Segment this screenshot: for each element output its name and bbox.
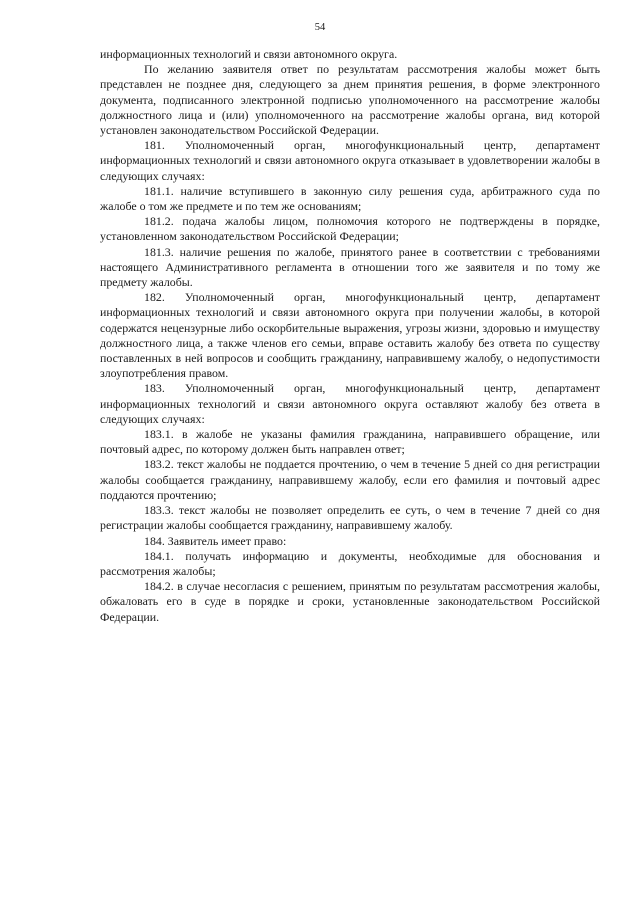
paragraph-continuation: информационных технологий и связи автономного округа.: [100, 47, 398, 61]
paragraph-181-3: 181.3. наличие решения по жалобе, принятого ранее в соответствии с требованиями настоящего Административного регламента в отношении того же заявителя и по тому же предмету жалобы.: [100, 244, 600, 290]
page-number: 54: [314, 22, 326, 33]
paragraph-183: 183. Уполномоченный орган, многофункциональный центр, департамент информационных технологий и связи автономного округа оставляют жалобу без ответа в следующих случаях:: [100, 381, 600, 426]
paragraph-183-1: 183.1. в жалобе не указаны фамилия гражданина, направившего обращение, или почтовый адрес, по которому должен быть направлен ответ;: [100, 427, 600, 457]
paragraph-184-2: 184.2. в случае несогласия с решением, принятым по результатам рассмотрения жалобы, обжаловать его в суде в порядке и сроки, установленные законодательством Российской Федерации.: [100, 579, 600, 624]
paragraph-181-1: 181.1. наличие вступившего в законную силу решения суда, арбитражного суда по жалобе о том же предмете и по тем же основаниям;: [100, 183, 600, 214]
paragraph-184: 184. Заявитель имеет право:: [144, 533, 287, 548]
paragraph-181: 181. Уполномоченный орган, многофункциональный центр, департамент информационных технологий и связи автономного округа отказывает в удовлетворении жалобы в следующих случаях:: [100, 138, 600, 183]
paragraph-184-1: 184.1. получать информацию и документы, необходимые для обоснования и рассмотрения жалобы;: [100, 548, 600, 578]
document-body: [100, 47, 600, 625]
paragraph-181-2: 181.2. подача жалобы лицом, полномочия которого не подтверждены в порядке, установленном законодательством Российской Федерации;: [100, 214, 600, 244]
paragraph-183-3: 183.3. текст жалобы не позволяет определить ее суть, о чем в течение 7 дней со дня регистрации жалобы сообщается гражданину, направившему жалобу.: [100, 503, 600, 533]
paragraph-response-form: По желанию заявителя ответ по результатам рассмотрения жалобы может быть представлен не позднее дня, следующего за днем принятия решения, в форме электронного документа, подписанного электронной подписью уполномоченного на рассмотрение жалобы должностного лица и (или) уполномоченного на рассмотрение жалобы органа, вид которой установлен законодательством Российской Федерации.: [100, 62, 600, 138]
paragraph-183-2: 183.2. текст жалобы не поддается прочтению, о чем в течение 5 дней со дня регистрации жалобы сообщается гражданину, направившему жалобу, если его фамилия и почтовый адрес поддаются прочтению;: [100, 457, 600, 502]
paragraph-182: 182. Уполномоченный орган, многофункциональный центр, департамент информационных технологий и связи автономного округа при получении жалобы, в которой содержатся нецензурные либо оскорбительные выражения, угрозы жизни, здоровью и имуществу должностного лица, а также членов его семьи, вправе оставить жалобу без ответа по существу поставленных в ней вопросов и сообщить гражданину, направившему жалобу, о недопустимости злоупотребления правом.: [100, 290, 600, 381]
